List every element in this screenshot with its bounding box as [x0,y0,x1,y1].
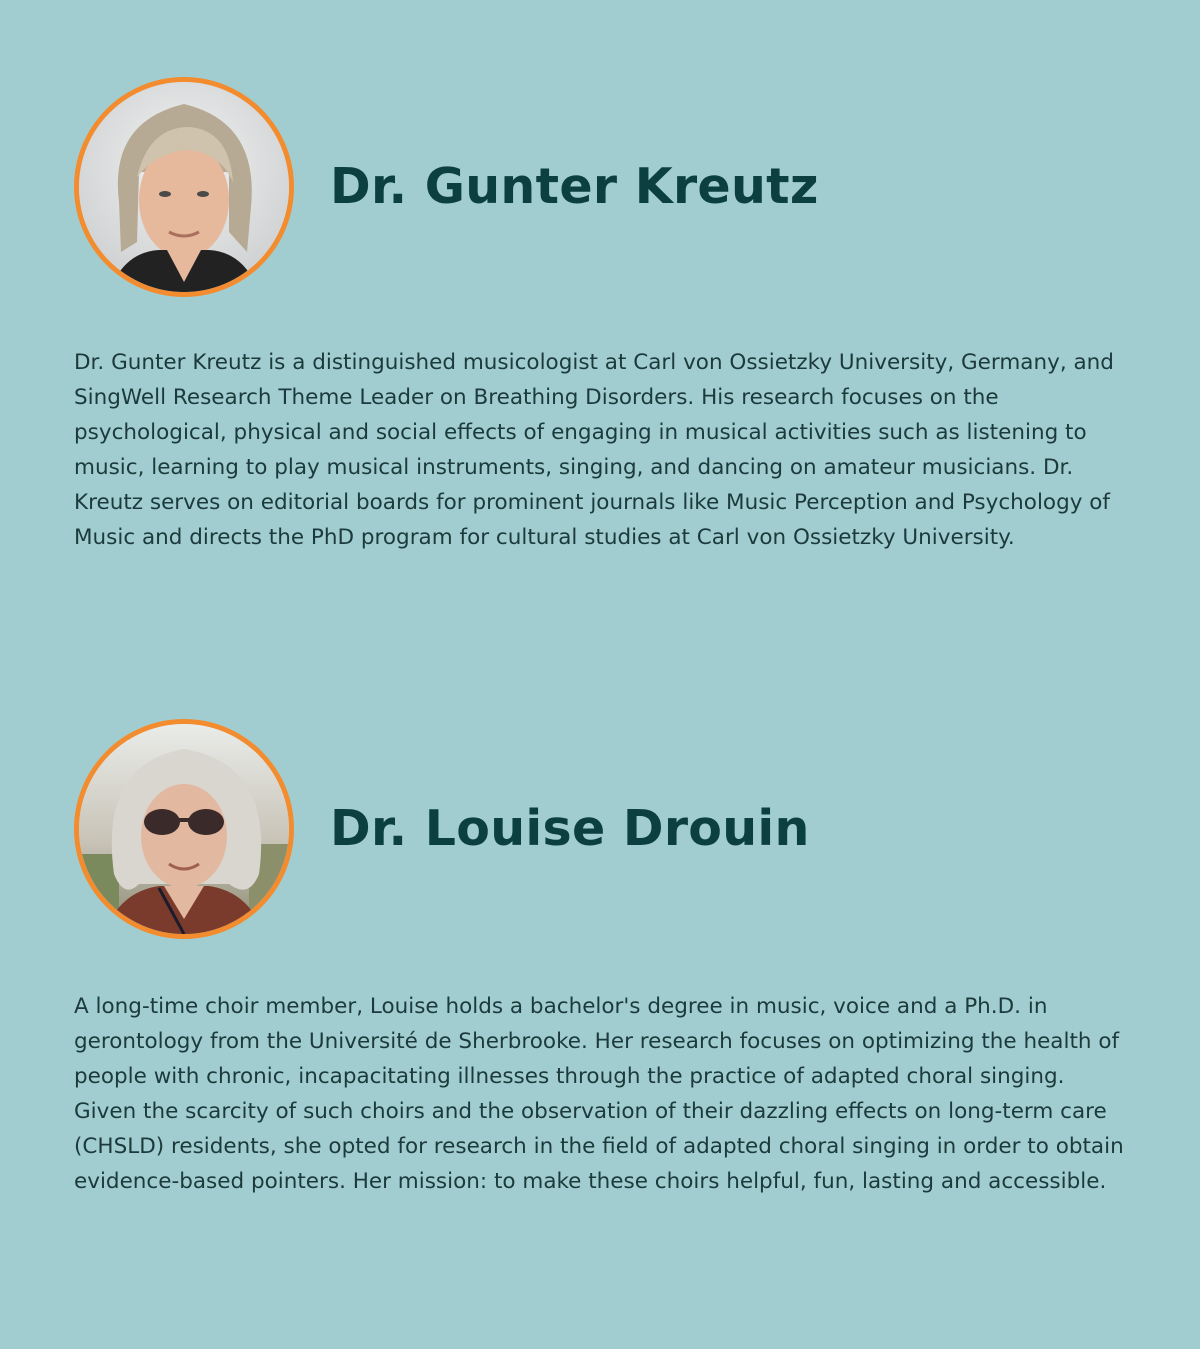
avatar [74,77,294,297]
profile-name: Dr. Louise Drouin [330,800,810,857]
portrait-photo [79,82,289,292]
profile-name: Dr. Gunter Kreutz [330,158,819,215]
portrait-photo [79,724,289,934]
profile-bio: A long-time choir member, Louise holds a bachelor's degree in music, voice and a Ph.D. in gerontology from the Université de Sherbrooke. Her research focuses on optimizing the health of people with chronic, incapacitating illnesses through the practice of adapted choral singing. Given the scarcity of such choirs and the observation of their dazzling effects on long-term care (CHSLD) residents, she opted for research in the field of adapted choral singing in order to obtain evidence-based pointers. Her mission: to make these choirs helpful, fun, lasting and accessible. [74,994,1124,1194]
avatar [74,719,294,939]
profile-bio: Dr. Gunter Kreutz is a distinguished musicologist at Carl von Ossietzky University, Germany, and SingWell Research Theme Leader on Breathing Disorders. His research focuses on the psychological, physical and social effects of engaging in musical activities such as listening to music, learning to play musical instruments, singing, and dancing on amateur musicians. Dr. Kreutz serves on editorial boards for prominent journals like Music Perception and Psychology of Music and directs the PhD program for cultural studies at Carl von Ossietzky University. [74,350,1114,550]
